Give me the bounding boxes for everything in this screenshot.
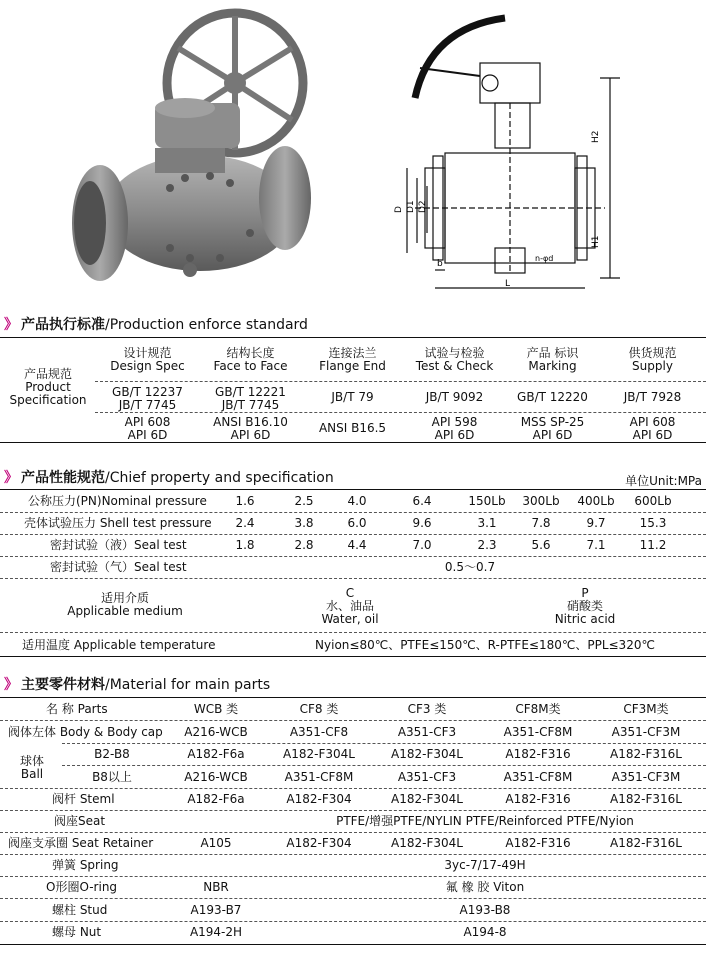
- unit-label: 单位Unit:MPa: [625, 474, 702, 488]
- material-value: A351-CF8M: [503, 725, 573, 739]
- material-value: NBR: [203, 880, 229, 894]
- applicable-medium-label: [50, 592, 200, 618]
- product-spec-label-en2: Specification: [9, 393, 87, 407]
- medium-c: [290, 587, 410, 626]
- medium-p-en: Nitric acid: [554, 612, 616, 626]
- property-value: 7.1: [586, 538, 606, 552]
- material-value: A182-F316: [505, 836, 571, 850]
- standard-value: GB/T 12221 JB/T 7745: [215, 385, 286, 412]
- property-value: 3.1: [477, 516, 497, 530]
- ball-size-label: B8以上: [92, 770, 132, 784]
- dimension-drawing: [385, 8, 705, 298]
- dim-label-b: b: [437, 259, 443, 269]
- standard-header-en: Flange End: [319, 359, 386, 373]
- property-value: 150Lb: [468, 494, 506, 508]
- material-class-header: CF3 类: [407, 702, 447, 716]
- material-value: A351-CF8M: [503, 770, 573, 784]
- section-title-zh: 产品执行标准: [21, 317, 105, 333]
- property-value: 2.5: [294, 494, 314, 508]
- property-value: 9.7: [586, 516, 606, 530]
- applicable-temperature-label: 适用温度 Applicable temperature: [22, 638, 216, 652]
- material-value: A182-F316L: [610, 747, 682, 761]
- property-value: 600Lb: [634, 494, 672, 508]
- standard-value: API 598 API 6D: [431, 415, 478, 442]
- material-value: A182-F316: [505, 747, 571, 761]
- property-value: 2.4: [235, 516, 255, 530]
- section-title-en: /Material for main parts: [105, 677, 271, 693]
- standard-header-zh: 结构长度: [226, 346, 275, 360]
- material-value: A182-F304: [286, 836, 352, 850]
- ball-label: [18, 755, 46, 781]
- material-value: A182-F6a: [187, 747, 245, 761]
- standard-header-en: Marking: [528, 359, 577, 373]
- part-name: 阀座Seat: [54, 814, 106, 828]
- property-value: 400Lb: [577, 494, 615, 508]
- property-value: 4.4: [347, 538, 367, 552]
- section-main-parts-header: [4, 674, 704, 694]
- material-value: A182-F316L: [610, 792, 682, 806]
- material-value-span: 3yc-7/17-49H: [444, 858, 526, 872]
- ball-size-label: B2-B8: [94, 747, 130, 761]
- material-value-span: A194-8: [463, 925, 507, 939]
- part-name: 阀座支承圈 Seat Retainer: [8, 836, 154, 850]
- standard-header-en: Face to Face: [213, 359, 288, 373]
- product-spec-label: [8, 368, 88, 407]
- standard-value: GB/T 12220: [517, 390, 588, 404]
- medium-p-code: P: [581, 586, 589, 600]
- property-value: 1.8: [235, 538, 255, 552]
- chevron-icon: 》: [4, 470, 18, 486]
- dim-label-h2: H2: [591, 130, 601, 143]
- property-value: 1.6: [235, 494, 255, 508]
- standard-value: JB/T 9092: [425, 390, 484, 404]
- material-value: A182-F304L: [391, 792, 463, 806]
- material-value: A182-F6a: [187, 792, 245, 806]
- standard-value: API 608 API 6D: [629, 415, 676, 442]
- ball-label-zh: 球体: [19, 754, 44, 768]
- property-row-label: 密封试验（气）Seal test: [50, 560, 187, 574]
- property-value: 6.4: [412, 494, 432, 508]
- chevron-icon: 》: [4, 677, 18, 693]
- material-value-span: PTFE/增强PTFE/NYLIN PTFE/Reinforced PTFE/Nyion: [336, 814, 634, 828]
- property-value: 2.3: [477, 538, 497, 552]
- material-value: A182-F304L: [283, 747, 355, 761]
- standard-value: MSS SP-25 API 6D: [520, 415, 585, 442]
- dim-label-d2: D2: [418, 200, 428, 213]
- standard-header-zh: 供货规范: [628, 346, 677, 360]
- dim-label-h1: H1: [591, 235, 601, 248]
- material-value: A182-F304L: [391, 747, 463, 761]
- material-value: A182-F304L: [391, 836, 463, 850]
- section-title-zh: 主要零件材料: [21, 677, 105, 693]
- property-value: 6.0: [347, 516, 367, 530]
- part-name: O形圈O-ring: [46, 880, 118, 894]
- standard-header-en: Supply: [632, 359, 673, 373]
- material-value: A182-F304: [286, 792, 352, 806]
- property-value: 5.6: [531, 538, 551, 552]
- standard-value: JB/T 7928: [623, 390, 682, 404]
- part-name: 阀杆 Steml: [52, 792, 115, 806]
- valve-photo: [60, 8, 360, 293]
- material-value: A351-CF3: [397, 770, 457, 784]
- property-value: 7.8: [531, 516, 551, 530]
- material-class-header: CF8 类: [299, 702, 339, 716]
- material-value: A193-B7: [190, 903, 242, 917]
- standard-value: ANSI B16.5: [318, 421, 387, 435]
- standard-value: API 608 API 6D: [124, 415, 171, 442]
- material-value: A351-CF8: [289, 725, 349, 739]
- property-row-label: 密封试验（液）Seal test: [50, 538, 187, 552]
- part-name: 螺母 Nut: [52, 925, 102, 939]
- dim-label-d1: D1: [406, 200, 416, 213]
- property-value: 7.0: [412, 538, 432, 552]
- property-row-label: 公称压力(PN)Nominal pressure: [28, 494, 207, 508]
- material-value: A351-CF3: [397, 725, 457, 739]
- applicable-temperature-value: Nyion≤80℃、PTFE≤150℃、R-PTFE≤180℃、PPL≤320℃: [315, 638, 655, 652]
- property-value: 9.6: [412, 516, 432, 530]
- property-value-span: 0.5～0.7: [444, 560, 496, 574]
- material-class-header: CF3M类: [623, 702, 669, 716]
- parts-header: 名 称 Parts: [46, 702, 108, 716]
- material-value-span: A193-B8: [459, 903, 511, 917]
- material-value: A351-CF3M: [611, 725, 681, 739]
- material-value: A351-CF3M: [611, 770, 681, 784]
- medium-c-zh: 水、油品: [325, 599, 374, 613]
- material-class-header: CF8M类: [515, 702, 561, 716]
- medium-p: [525, 587, 645, 626]
- material-value: A351-CF8M: [284, 770, 354, 784]
- section-title-en: /Production enforce standard: [105, 317, 308, 333]
- dim-label-d: D: [394, 206, 404, 213]
- product-spec-label-zh: 产品规范: [23, 367, 72, 381]
- standard-value: GB/T 12237 JB/T 7745: [112, 385, 183, 412]
- material-value: A194-2H: [189, 925, 243, 939]
- property-value: 11.2: [639, 538, 667, 552]
- standard-header-zh: 连接法兰: [328, 346, 377, 360]
- product-spec-label-en1: Product: [25, 380, 71, 394]
- chevron-icon: 》: [4, 317, 18, 333]
- part-name: 弹簧 Spring: [52, 858, 119, 872]
- material-value: A182-F316L: [610, 836, 682, 850]
- material-value: A216-WCB: [184, 770, 248, 784]
- section-production-standard-header: [4, 314, 704, 334]
- section-title-zh: 产品性能规范: [21, 470, 105, 486]
- medium-c-en: Water, oil: [321, 612, 379, 626]
- standard-header-zh: 试验与检验: [424, 346, 485, 360]
- standard-header-en: Design Spec: [110, 359, 185, 373]
- applicable-medium-zh: 适用介质: [100, 591, 149, 605]
- part-name: 阀体左体 Body & Body cap: [8, 725, 163, 739]
- dim-label-l: L: [505, 279, 511, 289]
- medium-p-zh: 硝酸类: [566, 599, 603, 613]
- material-value: A105: [200, 836, 232, 850]
- material-value: A182-F316: [505, 792, 571, 806]
- standard-header-en: Test & Check: [415, 359, 494, 373]
- property-value: 300Lb: [522, 494, 560, 508]
- dim-label-n-phid: n-φd: [535, 254, 554, 263]
- standard-header-zh: 设计规范: [123, 346, 172, 360]
- property-value: 3.8: [294, 516, 314, 530]
- standard-value: JB/T 79: [331, 390, 374, 404]
- property-value: 15.3: [639, 516, 667, 530]
- standard-value: ANSI B16.10 API 6D: [213, 415, 288, 442]
- material-class-header: WCB 类: [193, 702, 239, 716]
- material-value-span: 氟 橡 胶 Viton: [445, 880, 525, 894]
- property-value: 4.0: [347, 494, 367, 508]
- material-value: A216-WCB: [184, 725, 248, 739]
- applicable-medium-en: Applicable medium: [67, 604, 183, 618]
- standard-header-zh: 产品 标识: [526, 346, 579, 360]
- medium-c-code: C: [345, 586, 355, 600]
- part-name: 螺柱 Stud: [52, 903, 108, 917]
- section-title-en: /Chief property and specification: [105, 470, 334, 486]
- section-chief-property-header: [4, 467, 704, 487]
- property-value: 2.8: [294, 538, 314, 552]
- ball-label-en: Ball: [20, 767, 44, 781]
- property-row-label: 壳体试验压力 Shell test pressure: [24, 516, 212, 530]
